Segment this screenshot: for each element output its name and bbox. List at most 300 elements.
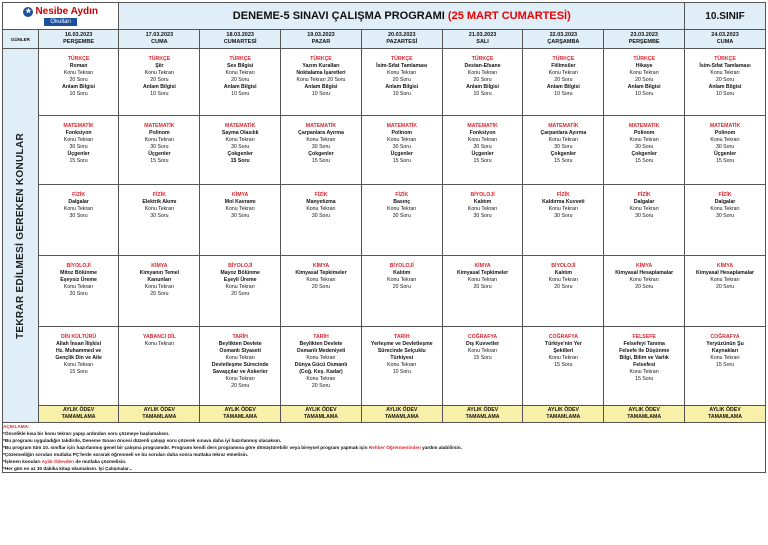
topic-line: Hikaye [635, 63, 653, 69]
subject-name: FİZİK [152, 192, 166, 198]
topic-line: 20 Soru [392, 284, 411, 290]
topic-line: Konu Tekrarı [548, 355, 579, 361]
topic-line: Basınç [393, 199, 411, 205]
subject-cell [38, 185, 119, 256]
topic-line: 20 Soru [69, 77, 88, 83]
day-name: CUMARTESİ [223, 39, 257, 45]
schedule-table [2, 2, 766, 473]
topic-line: Konu Tekrarı [548, 137, 579, 143]
day-name: PERŞEMBE [628, 39, 660, 45]
topic-line: 20 Soru [635, 77, 654, 83]
topic-line: Kanunları [147, 277, 172, 283]
side-label: TEKRAR EDİLMESİ GEREKEN KONULAR [14, 132, 26, 339]
title-date: (25 MART CUMARTESİ) [447, 10, 571, 22]
topic-line: Mol Kavramı [224, 199, 256, 205]
subject-cell [281, 116, 362, 185]
page-title [119, 3, 685, 30]
topic-line: Kaynakları [711, 348, 739, 354]
topic-line: Konu Tekrarı [225, 355, 255, 361]
topic-line: 30 Soru [231, 144, 250, 150]
topic-line: Kalıtım [393, 270, 411, 276]
homework-line2: TAMAMLAMA [465, 414, 500, 420]
homework-line2: TAMAMLAMA [384, 414, 419, 420]
topic-line: 10 Soru [473, 91, 492, 97]
subject-name: FİZİK [556, 192, 570, 198]
day-date: 20.03.2023 [388, 32, 416, 38]
topic-line: Üçgenler [471, 151, 494, 157]
topic-line: Anlam Bilgisi [546, 84, 580, 90]
day-header [38, 30, 119, 49]
note-highlight: Aylık Ödevden [41, 459, 75, 464]
topic-line: Savaşçılar ve Askerler [212, 369, 268, 375]
topic-line: Konu Tekrarı [63, 284, 94, 290]
topic-line: 20 Soru [69, 291, 88, 297]
topic-line: Konu Tekrarı [467, 70, 498, 76]
topic-line: Konu Tekrarı [144, 284, 175, 290]
subject-cell [604, 256, 685, 327]
topic-line: 10 Soru [231, 91, 250, 97]
topic-line: Kimyanın Temel [139, 270, 180, 276]
topic-line: Beylikten Devlete [218, 341, 262, 347]
topic-line: Anlam Bilgisi [708, 84, 742, 90]
topic-line: 30 Soru [150, 213, 169, 219]
topic-line: Konu Tekrarı [306, 137, 336, 143]
topic-line: 15 Soru [554, 158, 573, 164]
topic-line: Hz. Muhammed ve [55, 348, 102, 354]
topic-line: 20 Soru [311, 284, 331, 290]
topic-line: 30 Soru [69, 213, 88, 219]
day-date: 17.03.2023 [145, 32, 174, 38]
topic-line: 30 Soru [554, 144, 573, 150]
topic-line: Konu Tekrarı [710, 277, 740, 283]
topic-line: Türkiyesi [390, 355, 414, 361]
notes-section [3, 423, 766, 473]
topic-line: 20 Soru [231, 77, 250, 83]
subject-cell [200, 327, 281, 406]
topic-line: 15 Soru [69, 158, 88, 164]
topic-line: Çokgenler [550, 151, 577, 157]
monthly-homework-cell [685, 406, 766, 423]
homework-line2: TAMAMLAMA [546, 414, 581, 420]
topic-line: 30 Soru [635, 144, 654, 150]
subject-name: COĞRAFYA [548, 334, 578, 340]
topic-line: Eşeyli Üreme [223, 277, 257, 283]
subject-name: TÜRKÇE [229, 56, 251, 62]
note-text: *İşlenen konuları [3, 459, 42, 464]
note-text-end: yardım alabilirsin. [420, 445, 463, 450]
topic-line: Sayma Olasılık [221, 130, 259, 136]
day-date: 23.03.2023 [630, 32, 658, 38]
topic-line: Ses Bilgisi [227, 63, 254, 69]
study-program-page [2, 2, 766, 473]
subject-name: TÜRKÇE [714, 56, 736, 62]
subject-cell [119, 327, 200, 406]
note-line [3, 437, 765, 444]
notes-header: AÇIKLAMA: [3, 424, 30, 429]
topic-line: Konu Tekrarı [144, 341, 175, 347]
homework-line1: AYLIK ÖDEV [62, 407, 95, 413]
topic-line: İsim-Sıfat Tamlaması [376, 63, 428, 69]
topic-line: Çokgenler [227, 151, 253, 157]
topic-line: Anlam Bilgisi [385, 84, 419, 90]
school-logo [3, 3, 118, 29]
subject-name: MATEMATİK [709, 123, 741, 129]
monthly-homework-cell [442, 406, 523, 423]
topic-line: Eşeysiz Üreme [60, 277, 97, 283]
topic-line: 30 Soru [311, 213, 331, 219]
note-text: *Bu program tüm 10. sınıflar için hazırlanmış genel bir çalışma programıdır. Programı kendi ders programına göre dönüştürebilir veya bireysel program yapmak için [3, 445, 369, 450]
topic-line: Anlam Bilgisi [223, 84, 257, 90]
topic-line: Felsefeyi Tanıma [623, 341, 665, 347]
topic-line: 30 Soru [392, 213, 411, 219]
topic-line: Anlam Bilgisi [466, 84, 499, 90]
topic-line: Kalıtım [473, 199, 492, 205]
subject-cell [281, 185, 362, 256]
topic-line: Polinom [149, 130, 170, 136]
subject-cell [604, 49, 685, 116]
topic-line: 30 Soru [473, 213, 492, 219]
day-name: CUMA [151, 39, 168, 45]
homework-line1: AYLIK ÖDEV [386, 407, 418, 413]
topic-line: Konu Tekrarı [225, 70, 255, 76]
topic-line: Konu Tekrarı [467, 277, 498, 283]
topic-line: Konu Tekrarı [629, 206, 659, 212]
topic-line: Manyetizma [306, 199, 336, 205]
topic-line: Konu Tekrarı [306, 355, 336, 361]
subject-name: BİYOLOJİ [470, 192, 495, 198]
topic-line: Konu Tekrarı [548, 206, 579, 212]
homework-line1: AYLIK ÖDEV [224, 407, 256, 413]
topic-line: Çarpanlara Ayırma [298, 130, 344, 136]
monthly-homework-cell [523, 406, 604, 423]
topic-line: Mitoz Bölünme [60, 270, 98, 276]
topic-line: Konu Tekrarı [387, 70, 417, 76]
subject-cell [523, 327, 604, 406]
subject-cell [523, 116, 604, 185]
monthly-homework-cell [281, 406, 362, 423]
monthly-homework-cell [200, 406, 281, 423]
subject-name: FELSEFE [632, 334, 656, 340]
subject-cell [38, 49, 119, 116]
topic-line: 30 Soru [311, 144, 331, 150]
topic-line: 30 Soru [715, 213, 735, 219]
topic-line: 20 Soru [473, 284, 492, 290]
topic-line: Konu Tekrarı [710, 137, 740, 143]
topic-line: Konu Tekrarı [629, 277, 659, 283]
note-text: *Öncelikle kısa bir konu tekrarı yapıp ardından soru çözmeye başlamalısın. [3, 431, 170, 436]
subject-name: TARİH [313, 334, 329, 340]
topic-line: Kimyasal Hesaplamalar [615, 270, 674, 276]
topic-line: Üçgenler [713, 151, 737, 157]
subject-name: BİYOLOJİ [66, 263, 91, 269]
subject-cell [119, 116, 200, 185]
day-header [442, 30, 523, 49]
subject-name: MATEMATİK [467, 123, 498, 129]
topic-line: Felsefe ile Düşünme [619, 348, 670, 354]
topic-line: Dış Kuvvetler [465, 341, 500, 347]
subject-name: TÜRKÇE [552, 56, 575, 62]
topic-line: 20 Soru [150, 77, 169, 83]
subject-cell [281, 256, 362, 327]
topic-line: 30 Soru [635, 213, 654, 219]
subject-name: KİMYA [151, 263, 168, 269]
topic-line: Yeryüzünün Şu [706, 341, 744, 347]
day-header [281, 30, 362, 49]
topic-line: 15 Soru [635, 158, 654, 164]
monthly-homework-cell [604, 406, 685, 423]
topic-line: 30 Soru [231, 213, 250, 219]
homework-line1: AYLIK ÖDEV [305, 407, 337, 413]
subject-cell [361, 185, 442, 256]
day-date: 24.03.2023 [711, 32, 739, 38]
note-line [3, 458, 765, 465]
topic-line: 10 Soru [392, 369, 411, 375]
topic-line: Konu Tekrarı [548, 70, 579, 76]
logo-subtitle: Okulları [44, 18, 77, 26]
subject-cell [685, 327, 766, 406]
homework-line1: AYLIK ÖDEV [709, 407, 741, 413]
logo-emblem-icon: ★ [25, 7, 32, 15]
topic-line: Türkiye'nin Yer [544, 341, 582, 347]
topic-line: Konu Tekrarı [225, 284, 255, 290]
side-label-cell [3, 49, 39, 423]
topic-line: 30 Soru [715, 144, 735, 150]
topic-line: 20 Soru [715, 284, 735, 290]
topic-line: 30 Soru [392, 144, 411, 150]
monthly-homework-cell [119, 406, 200, 423]
subject-cell [119, 185, 200, 256]
topic-line: Fonksiyon [65, 130, 92, 136]
topic-line: Fonksiyon [469, 130, 496, 136]
subject-cell [119, 256, 200, 327]
topic-line: Allah İnsan İlişkisi [56, 341, 102, 347]
topic-line: Osmanlı Siyaseti [219, 348, 261, 354]
topic-line: Konu Tekrarı [387, 206, 417, 212]
topic-line: 15 Soru [230, 158, 250, 164]
subject-cell [442, 49, 523, 116]
topic-line: Beylikten Devlete [299, 341, 343, 347]
topic-line: Şiir [155, 63, 164, 69]
topic-line: Anlam Bilgisi [142, 84, 176, 90]
day-header [523, 30, 604, 49]
subject-cell [361, 116, 442, 185]
topic-line: Destan-Efsane [464, 63, 501, 69]
topic-line: Yerleşme ve Devletleşme [370, 341, 433, 347]
topic-line: Kimyasal Tepkimeler [456, 270, 509, 276]
subject-cell [442, 116, 523, 185]
topic-line: Konu Tekrarı [63, 362, 94, 368]
day-name: PAZAR [311, 39, 331, 45]
note-line [3, 465, 765, 472]
topic-line: Anlam Bilgisi [304, 84, 338, 90]
topic-line: Kaldırma Kuvveti [542, 199, 585, 205]
subject-name: MATEMATİK [628, 123, 660, 129]
subject-name: COĞRAFYA [710, 334, 740, 340]
day-header [685, 30, 766, 49]
topic-line: Gençlik Din ve Aile [55, 355, 102, 361]
subject-cell [281, 327, 362, 406]
note-text: *Bu programı uyguladığın takdirde, Deneme Sınavı öncesi düzenli çalışıp soru çözerek sınava daha iyi hazırlanmış olacaksın. [3, 438, 282, 443]
subject-name: BİYOLOJİ [551, 263, 576, 269]
topic-line: 20 Soru [554, 284, 573, 290]
note-line [3, 444, 765, 451]
topic-line: Konu Tekrarı [63, 206, 94, 212]
monthly-homework-cell [38, 406, 119, 423]
topic-line: 30 Soru [150, 144, 169, 150]
topic-line: 20 Soru [635, 284, 654, 290]
topic-line: Çarpanlara Ayırma [540, 130, 587, 136]
subject-name: TÜRKÇE [633, 56, 655, 62]
subject-name: BİYOLOJİ [389, 263, 414, 269]
subject-name: YABANCI DİL [142, 334, 176, 340]
homework-line1: AYLIK ÖDEV [628, 407, 660, 413]
topic-line: Fiilimsiler [551, 63, 576, 69]
note-text: *Her gün en az 30 dakika kitap okumalısın. İyi Çalışmalar... [3, 466, 133, 471]
subject-cell [523, 185, 604, 256]
title-main: DENEME-5 SINAVI ÇALIŞMA PROGRAMI [232, 10, 448, 22]
logo-name: Nesibe Aydın [35, 6, 99, 17]
topic-line: 15 Soru [69, 369, 88, 375]
topic-line: Konu Tekrarı 20 Soru [296, 77, 346, 83]
topic-line: 10 Soru [715, 91, 735, 97]
topic-line: Konu Tekrarı [63, 70, 94, 76]
subject-name: TARİH [394, 334, 410, 340]
subject-name: FİZİK [314, 192, 328, 198]
topic-line: Kalıtım [554, 270, 573, 276]
topic-line: Roman [69, 63, 88, 69]
subject-name: MATEMATİK [548, 123, 579, 129]
subject-cell [200, 49, 281, 116]
subject-cell [442, 185, 523, 256]
monthly-homework-cell [361, 406, 442, 423]
topic-line: 10 Soru [311, 91, 331, 97]
topic-line: Dalgalar [633, 199, 655, 205]
subject-cell [281, 49, 362, 116]
homework-line1: AYLIK ÖDEV [547, 407, 579, 413]
topic-line: 10 Soru [554, 91, 573, 97]
topic-line: 15 Soru [311, 158, 331, 164]
topic-line: 15 Soru [150, 158, 169, 164]
topic-line: Konu Tekrarı [306, 206, 336, 212]
topic-line: Bilgi, Bilim ve Varlık [619, 355, 669, 361]
topic-line: Polinom [714, 130, 736, 136]
day-date: 21.03.2023 [468, 32, 497, 38]
subject-name: MATEMATİK [63, 123, 94, 129]
subject-cell [442, 256, 523, 327]
subject-cell [38, 327, 119, 406]
topic-line: Çokgenler [631, 151, 657, 157]
subject-cell [685, 116, 766, 185]
subject-cell [442, 327, 523, 406]
subject-name: MATEMATİK [225, 123, 256, 129]
topic-line: Konu Tekrarı [306, 376, 336, 382]
subject-cell [361, 49, 442, 116]
subject-name: MATEMATİK [144, 123, 175, 129]
topic-line: Anlam Bilgisi [62, 84, 96, 90]
subject-cell [361, 256, 442, 327]
topic-line: Felsefesi [633, 362, 656, 368]
topic-line: Konu Tekrarı [387, 277, 417, 283]
subject-name: MATEMATİK [386, 123, 417, 129]
topic-line: Konu Tekrarı [467, 206, 498, 212]
topic-line: Üçgenler [67, 151, 90, 157]
topic-line: Konu Tekrarı [467, 137, 498, 143]
subject-cell [604, 327, 685, 406]
subject-cell [523, 256, 604, 327]
topic-line: Konu Tekrarı [225, 376, 255, 382]
homework-line2: TAMAMLAMA [708, 414, 742, 420]
day-header [604, 30, 685, 49]
topic-line: Konu Tekrarı [467, 348, 498, 354]
topic-line: Çokgenler [308, 151, 334, 157]
homework-line2: TAMAMLAMA [61, 414, 96, 420]
day-header [200, 30, 281, 49]
topic-line: Kimyasal Hesaplamalar [696, 270, 755, 276]
subject-name: TÜRKÇE [67, 56, 90, 62]
topic-line: 30 Soru [473, 144, 492, 150]
topic-line: 20 Soru [231, 291, 250, 297]
note-text-end: de mutlaka çözmelisin. [74, 459, 127, 464]
subject-cell [685, 185, 766, 256]
subject-name: TÜRKÇE [471, 56, 494, 62]
topic-line: 20 Soru [231, 383, 250, 389]
topic-line: 20 Soru [715, 77, 735, 83]
day-name: PAZARTESİ [386, 39, 418, 45]
topic-line: 15 Soru [715, 158, 735, 164]
homework-line2: TAMAMLAMA [142, 414, 177, 420]
subject-cell [361, 327, 442, 406]
topic-line: 15 Soru [635, 376, 654, 382]
note-highlight: Rehber Öğretmeninden [368, 445, 421, 450]
note-text: *Çözemediğin soruları mutlaka PÇ'lerde sorarak öğrenmeli ve bu soruları daha sonra mutlaka tekrar etmelisin. [3, 452, 249, 457]
topic-line: Konu Tekrarı [225, 137, 255, 143]
topic-line: Dalgalar [68, 199, 89, 205]
grade-label: 10.SINIF [685, 3, 766, 30]
subject-name: FİZİK [718, 192, 732, 198]
subject-name: MATEMATİK [305, 123, 337, 129]
subject-name: FİZİK [395, 192, 409, 198]
topic-line: 20 Soru [473, 77, 492, 83]
topic-line: 30 Soru [554, 213, 573, 219]
topic-line: Dünya Gücü Osmanlı [294, 362, 348, 368]
topic-line: Noktalama İşaretleri [296, 70, 346, 76]
note-line [3, 451, 765, 458]
homework-line2: TAMAMLAMA [304, 414, 338, 420]
topic-line: 10 Soru [392, 91, 411, 97]
day-name: CUMA [716, 39, 734, 45]
topic-line: Konu Tekrarı [548, 277, 579, 283]
topic-line: 20 Soru [392, 77, 411, 83]
subject-cell [523, 49, 604, 116]
day-name: ÇARŞAMBA [547, 39, 580, 45]
topic-line: Konu Tekrarı [144, 70, 175, 76]
topic-line: 20 Soru [554, 77, 573, 83]
topic-line: Konu Tekrarı [387, 362, 417, 368]
subject-cell [200, 185, 281, 256]
topic-line: Konu Tekrarı [710, 355, 740, 361]
day-date: 18.03.2023 [226, 32, 254, 38]
homework-line1: AYLIK ÖDEV [143, 407, 175, 413]
subject-name: DİN KÜLTÜRÜ [61, 334, 97, 340]
topic-line: Elektrik Akımı [142, 199, 177, 205]
topic-line: Anlam Bilgisi [627, 84, 661, 90]
subject-name: FİZİK [637, 192, 651, 198]
day-header [361, 30, 442, 49]
topic-line: 15 Soru [473, 158, 492, 164]
subject-name: FİZİK [72, 192, 86, 198]
subject-name: TARİH [232, 334, 248, 340]
topic-line: İsim-Sıfat Tamlaması [699, 63, 751, 69]
